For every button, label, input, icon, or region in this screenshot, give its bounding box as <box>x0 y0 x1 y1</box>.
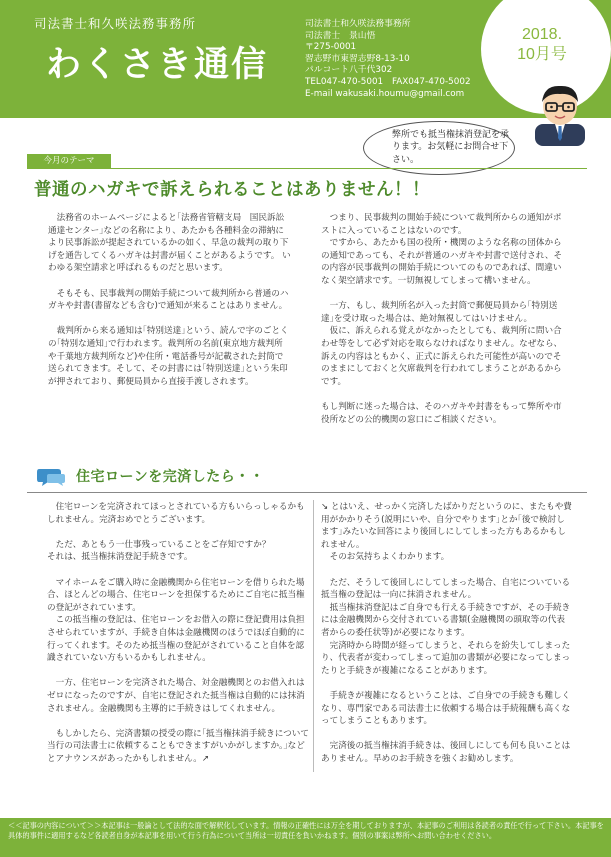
section2-right-paragraph: 完済後の抵当権抹消手続きは、後回しにしても何も良いことはありません。早めのお手続きを強くお勧めします。 <box>321 741 571 764</box>
info-line-phone: TEL047-470-5001 FAX047-470-5002 <box>305 76 471 87</box>
section1-right-column <box>321 212 568 439</box>
section1-left-column <box>48 212 291 401</box>
section1-heading: 普通のハガキで訴えられることはありません！！ <box>34 180 430 200</box>
section1-left-paragraph: そもそも、民事裁判の開始手続について裁判所から普通のハガキや封書(書留なども含む)で通知が来ることはありません。 <box>48 288 289 312</box>
section2-left-paragraph: 一方、住宅ローンを完済された場合、対金融機関とのお借入れはゼロになったのですが、自宅に登記された抵当権は自動的には抹消されません。金融機関も主導的に手続きはしてくれません。 <box>47 678 305 714</box>
speech-bubble-text: 弊所でも抵当権抹消登記を承ります。お気軽にお問合せ下さい。 <box>392 130 510 165</box>
section2-left-column <box>47 501 309 778</box>
office-contact-info <box>305 19 471 100</box>
section2-right-paragraph: ただ、そうして後回しにしてしまった場合、自宅についている抵当権の登記は一向に抹消されません。 抵当権抹消登記はご自身でも行える手続きですが、その手続きには金融機関から交付されている書類(金融機関の頭取等の代表者からの委任状等)が必要になります。 完済時から時間が経ってしまうと、それらを紛失してしまったり、代表者が変わってしまって追加の書類が必要になってしまったりと手続きが複雑になることがあります。 <box>321 577 571 676</box>
theme-label: 今月のテーマ <box>27 154 111 168</box>
section1-right-paragraph: もし判断に迷った場合は、そのハガキや封書をもって弊所や市役所などの公的機関の窓口にご相談ください。 <box>321 401 562 425</box>
column-divider <box>313 500 314 772</box>
section1-right-paragraph: つまり、民事裁判の開始手続について裁判所からの通知がポストに入っていることはないのです。 ですから、あたかも国の役所・機関のような名称の団体からの通知であっても、それが普通のハガキや封書で送付され、その内容が民事裁判の開始手続についてのものであれば、間違いなく架空請求です。一切無視してしまって構いません。 <box>321 213 563 286</box>
tie-shape <box>558 126 562 141</box>
info-line-email[interactable]: E-mail wakusaki.houmu@gmail.com <box>305 88 465 99</box>
eye-right <box>567 106 570 109</box>
office-name-small: 司法書士和久咲法務事務所 <box>34 16 197 31</box>
section2-heading: 住宅ローンを完済したら・・ <box>76 469 265 485</box>
avatar <box>527 80 593 146</box>
info-line-office: 司法書士和久咲法務事務所 <box>305 19 411 29</box>
section2-left-paragraph: もしかしたら、完済書類の授受の際に｢抵当権抹消手続きについて当行の司法書士に依頼することもできますがいかがしますか。｣などとアナウンスがあったかもしれません。↗ <box>47 728 309 764</box>
info-line-name: 司法書士 景山悟 <box>305 30 376 41</box>
theme-bar <box>27 154 587 169</box>
section2-right-paragraph: 手続きが複雑になるということは、ご自身での手続きも難しくなり、専門家である司法書士に依頼する場合は手続報酬も高くなってしまうこともあります。 <box>321 690 571 727</box>
section1-right-paragraph: 一方、もし、裁判所名が入った封筒で郵便局員から｢特別送達｣を受け取った場合は、絶対無視してはいけません。 仮に、訴えられる覚えがなかったとしても、裁判所に問い合わせ等をして必ず対応を取らなければなりません。なぜなら、訴えの内容はともかく、正式に訴えられた可能性が高いのでそのままにしておくと欠席裁判を行われてしまうことがあるからです。 <box>321 301 563 387</box>
section2-left-paragraph: ただ、あともう一仕事残っていることをご存知ですか？ それは、抵当権抹消登記手続きです。 <box>47 539 271 563</box>
issue-month: 10月号 <box>517 46 567 63</box>
section2-left-paragraph: マイホームをご購入時に金融機関から住宅ローンを借りられた場合、ほとんどの場合、住宅ローンを担保するためにご自宅に抵当権の登記がされています。 この抵当権の登記は、住宅ローンをお借入の際に登記費用は負担させられていますが、手続き自体は金融機関のほうでほぼ自動的に行ってくれます。そのため抵当権の登記がされていること自体を認識されていない方もいるかもしれません。 <box>47 577 305 664</box>
info-line-postal: 〒275-0001 <box>305 42 357 53</box>
section1-left-paragraph: 裁判所から来る通知は｢特別送達｣という、読んで字のごとくの｢特別な通知｣で行われます。裁判所の名前(東京地方裁判所や千葉地方裁判所など)や住所・電話番号が記載された封筒で送られてきます。そして、その封書には｢特別送達｣という朱印が押されており、郵便局員から直接手渡しされます。 <box>48 326 289 387</box>
info-line-building: パルコート八千代302 <box>305 65 393 76</box>
issue-year: 2018. <box>521 26 563 43</box>
section2-right-paragraph: ↘ とはいえ、せっかく完済したばかりだというのに、またもや費用がかかりそう(説明にいや、自分でやります｣とか｢後で検討します｣みたいな回答により後回しにしてしまった方もあるかもしれません。 そのお気持ちよくわかります。 <box>321 502 572 563</box>
eye-left <box>550 106 553 109</box>
section1-left-paragraph: 法務省のホームページによると｢法務省管轄支局 国民訴訟通達センター｣などの名称により、あたかも各種料金の滞納により民事訴訟が提起されているかの如く、早急の裁判の取り下げを通告してくるハガキは封書が届くことがあるようです。 いわゆる架空請求と呼ばれるものだと思います。 <box>48 213 291 274</box>
footer-disclaimer: ＜＜記事の内容について＞＞本記事は一般論として法的な面で解釈化しています。情報の正確性には万全を期しておりますが、本記事のご利用は各読者の責任で行って下さい。本記事を具体的事件に適用するなど各読者自身が本記事を用いて行う行為について当所は一切責任を負いかねます。個別の事案は弊所へお問い合わせください。 <box>8 821 604 840</box>
newsletter-title: わくさき通信 <box>46 45 269 85</box>
chat-bubble-icon <box>36 466 66 488</box>
info-line-address: 習志野市東習志野8-13-10 <box>305 53 410 64</box>
section2-left-paragraph: 住宅ローンを完済されてほっとされている方もいらっしゃるかもしれません。完済おめでとうございます。 <box>47 502 305 525</box>
issue-label <box>512 25 572 65</box>
section2-right-column <box>321 501 573 778</box>
